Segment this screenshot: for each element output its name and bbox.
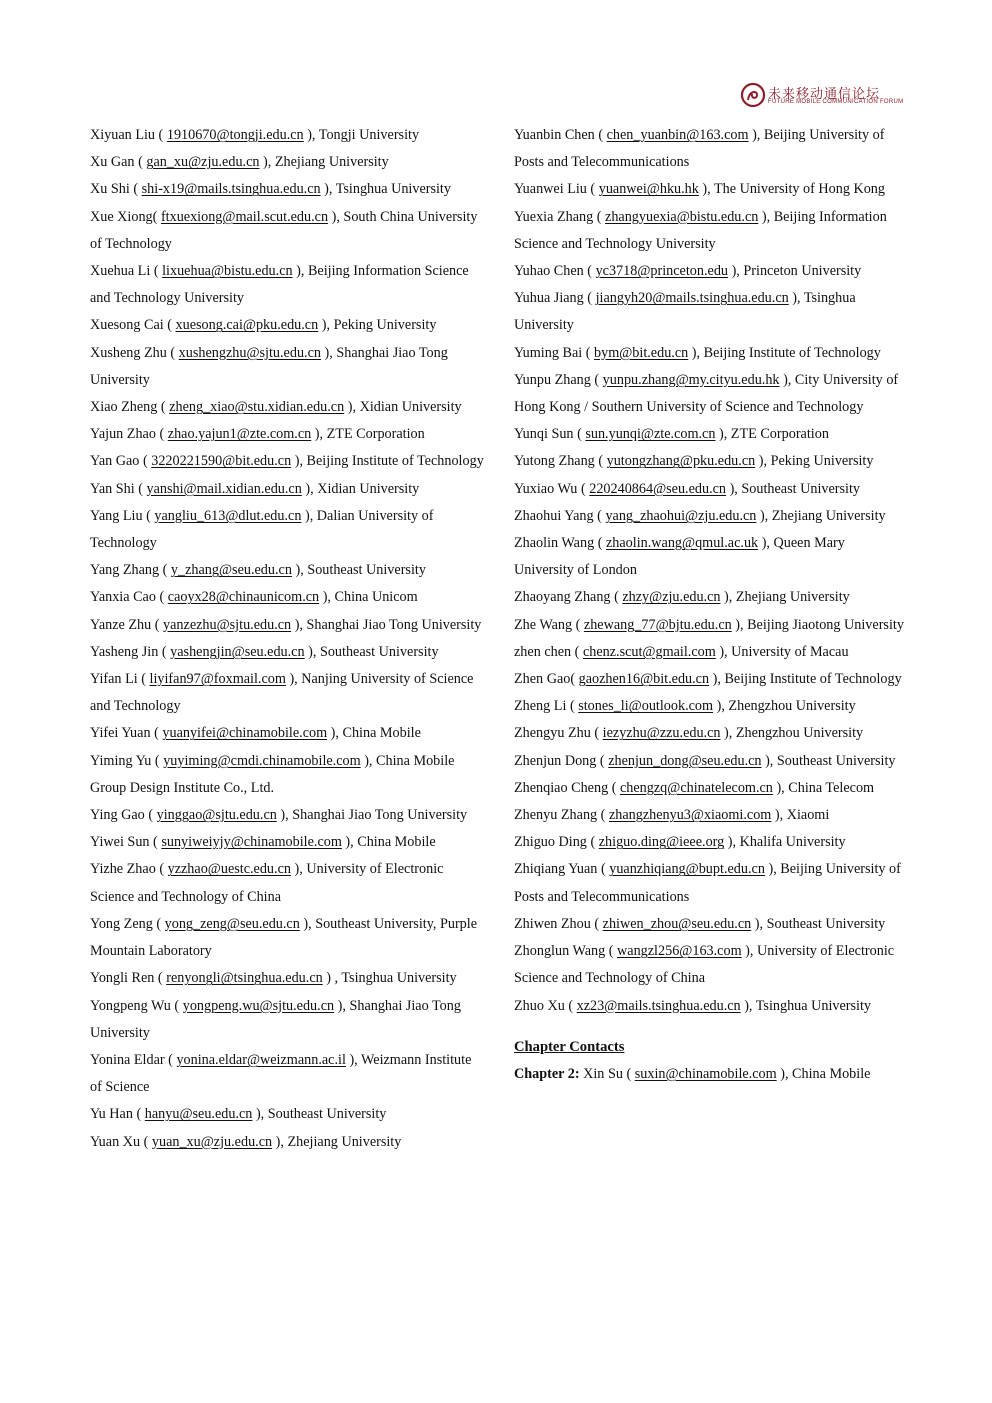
contact-email-link[interactable]: yong_zeng@seu.edu.cn — [164, 915, 300, 932]
contact-affiliation: ), Princeton University — [728, 263, 862, 280]
contact-entry — [514, 448, 906, 475]
contact-name: Yuming Bai ( — [514, 344, 594, 361]
contact-affiliation: ), Xiaomi — [771, 807, 830, 824]
contact-email-link[interactable]: yanshi@mail.xidian.edu.cn — [146, 480, 302, 497]
contact-affiliation: ), Shanghai Jiao Tong University — [291, 616, 482, 633]
contact-entry — [90, 911, 486, 965]
contact-name: Yiming Yu ( — [90, 752, 164, 769]
contact-entry — [90, 204, 486, 258]
contact-name: Yunpu Zhang ( — [514, 371, 603, 388]
contact-email-link[interactable]: yutongzhang@pku.edu.cn — [606, 453, 756, 470]
contact-name: Zhenjun Dong ( — [514, 752, 609, 769]
contact-name: Yajun Zhao ( — [90, 426, 168, 443]
contact-affiliation: ), Southeast University — [726, 480, 860, 497]
contact-entry — [514, 720, 906, 747]
right-contact-column — [514, 122, 906, 1088]
contact-name: Yizhe Zhao ( — [90, 861, 168, 878]
contact-entry — [90, 612, 486, 639]
contact-name: Yuhao Chen ( — [514, 263, 596, 280]
contact-entry — [90, 856, 486, 910]
contact-entry — [514, 911, 906, 938]
contact-name: Zhe Wang ( — [514, 616, 584, 633]
contact-affiliation: ), University of Macau — [715, 643, 849, 660]
contact-email-link[interactable]: chengzq@chinatelecom.cn — [619, 779, 773, 796]
contact-entry — [90, 1101, 486, 1128]
contact-name: Xu Gan ( — [90, 154, 147, 171]
contact-entry — [90, 476, 486, 503]
contact-entry — [514, 340, 906, 367]
contact-email-link[interactable]: renyongli@tsinghua.edu.cn — [166, 970, 323, 987]
contact-affiliation: ), Shanghai Jiao Tong University — [276, 807, 468, 824]
contact-affiliation: ), Beijing University of Posts and Telecommunications — [514, 127, 885, 171]
contact-entry — [514, 122, 906, 176]
contact-name: Zhaoyang Zhang ( — [514, 589, 623, 606]
contact-entry — [514, 258, 906, 285]
contact-affiliation: ), City University of Hong Kong / Southern University of Science and Technology — [514, 371, 899, 416]
contact-email-link[interactable]: zhiguo.ding@ieee.org — [598, 834, 725, 851]
contact-entry — [514, 584, 906, 611]
contact-affiliation: ), Southeast University — [252, 1106, 387, 1123]
contact-affiliation: ), Beijing Jiaotong University — [731, 616, 904, 633]
contact-email-link[interactable]: zhewang_77@bjtu.edu.cn — [583, 616, 732, 633]
contact-affiliation: ), Southeast University — [291, 562, 426, 579]
contact-entry — [90, 965, 486, 992]
contact-email-link[interactable]: yuan_xu@zju.edu.cn — [151, 1133, 273, 1150]
contact-email-link[interactable]: yuanyifei@chinamobile.com — [162, 725, 328, 742]
contact-entry — [90, 802, 486, 829]
contact-name: Yongli Ren ( — [90, 970, 167, 987]
contact-email-link[interactable]: y_zhang@seu.edu.cn — [170, 562, 292, 579]
contact-entry — [90, 1129, 486, 1156]
contact-name: Xu Shi ( — [90, 181, 142, 198]
contact-name: Yutong Zhang ( — [514, 453, 607, 470]
contact-email-link[interactable]: gaozhen16@bit.edu.cn — [578, 671, 710, 688]
contact-affiliation: ), Beijing Information Science and Technology University — [90, 263, 469, 307]
contact-email-link[interactable]: zhiwen_zhou@seu.edu.cn — [602, 915, 752, 932]
contact-entry — [514, 829, 906, 856]
contact-email-link[interactable]: sunyiweiyjy@chinamobile.com — [161, 834, 342, 851]
contact-email-link[interactable]: lixuehua@bistu.edu.cn — [162, 263, 293, 280]
contact-affiliation: ), Shanghai Jiao Tong University — [90, 344, 448, 388]
contact-name: Yasheng Jin ( — [90, 643, 171, 660]
contact-affiliation: ), Xidian University — [344, 399, 462, 416]
contact-name: Xue Xiong( — [90, 208, 161, 225]
contact-affiliation: ), Tsinghua University — [514, 290, 856, 334]
contact-affiliation: ), Zhejiang University — [272, 1133, 402, 1150]
contact-name: Xuehua Li ( — [90, 263, 163, 280]
contact-entry — [514, 639, 906, 666]
contact-affiliation: ), Beijing Institute of Technology — [688, 344, 881, 361]
contact-name: Yiwei Sun ( — [90, 834, 162, 851]
contact-entry — [90, 340, 486, 394]
contact-affiliation: ), Beijing Institute of Technology — [709, 671, 902, 688]
contact-email-link[interactable]: zheng_xiao@stu.xidian.edu.cn — [169, 399, 345, 416]
contact-affiliation: ), Weizmann Institute of Science — [90, 1051, 472, 1096]
contact-email-link[interactable]: yang_zhaohui@zju.edu.cn — [605, 507, 757, 524]
contact-name: Yongpeng Wu ( — [90, 997, 183, 1014]
contact-name: Xusheng Zhu ( — [90, 344, 179, 361]
contact-email-link[interactable]: ftxuexiong@mail.scut.edu.cn — [160, 208, 329, 225]
contact-affiliation: ), Tongji University — [303, 127, 420, 143]
contact-entry — [90, 639, 486, 666]
contact-entry — [90, 149, 486, 176]
contact-email-link[interactable]: 1910670@tongji.edu.cn — [166, 127, 304, 143]
contact-email-link[interactable]: yangliu_613@dlut.edu.cn — [154, 507, 302, 524]
contact-name: Yifei Yuan ( — [90, 725, 163, 742]
contact-entry — [514, 993, 906, 1020]
contact-name: Zhuo Xu ( — [514, 997, 577, 1014]
contact-email-link[interactable]: caoyx28@chinaunicom.cn — [167, 589, 320, 606]
contact-affiliation: ), China Mobile — [327, 725, 421, 742]
contact-entry — [90, 748, 486, 802]
contact-entry — [90, 1047, 486, 1101]
contact-name: Yonina Eldar ( — [90, 1051, 177, 1068]
contact-email-link[interactable]: yuanwei@hku.hk — [598, 181, 699, 198]
contact-affiliation: ), China Unicom — [319, 589, 418, 606]
contact-affiliation: ), Southeast University — [761, 752, 896, 769]
contact-affiliation: ), Khalifa University — [724, 834, 846, 851]
contact-entry — [514, 775, 906, 802]
contact-affiliation: ), Beijing Institute of Technology — [291, 453, 484, 470]
contact-affiliation: ), Tsinghua University — [740, 997, 872, 1014]
contact-affiliation: ), Zhengzhou University — [713, 698, 856, 715]
contact-entry — [90, 503, 486, 557]
contact-affiliation: ), Zhejiang University — [720, 589, 850, 606]
contact-email-link[interactable]: chenz.scut@gmail.com — [582, 643, 716, 660]
contact-entry — [514, 530, 906, 584]
chapter-label: Chapter 2: — [514, 1065, 580, 1082]
contact-name: Zhiwen Zhou ( — [514, 915, 603, 932]
contact-email-link[interactable]: hanyu@seu.edu.cn — [144, 1106, 253, 1123]
contact-entry — [90, 557, 486, 584]
chapter-contacts-heading: Chapter Contacts — [514, 1038, 625, 1055]
contact-name: Zhiguo Ding ( — [514, 834, 599, 851]
contact-name: Zhonglun Wang ( — [514, 943, 618, 960]
contact-email-link[interactable]: zhao.yajun1@zte.com.cn — [167, 426, 312, 443]
contact-affiliation: ), Southeast University — [304, 643, 439, 660]
contact-affiliation: ), Queen Mary University of London — [514, 535, 845, 579]
contact-email-link[interactable]: yongpeng.wu@sjtu.edu.cn — [182, 997, 335, 1014]
contact-entry — [514, 503, 906, 530]
contact-email-link[interactable]: stones_li@outlook.com — [578, 698, 714, 715]
contact-entry — [90, 448, 486, 475]
contact-name: Yuanbin Chen ( — [514, 127, 607, 143]
contact-entry — [514, 938, 906, 992]
contact-email-link[interactable]: zhenjun_dong@seu.edu.cn — [608, 752, 762, 769]
contact-email-link[interactable]: yc3718@princeton.edu — [595, 263, 729, 280]
contact-email-link[interactable]: yinggao@sjtu.edu.cn — [156, 807, 277, 824]
contact-entry — [514, 693, 906, 720]
contact-name: Yang Zhang ( — [90, 562, 171, 579]
contact-email-link[interactable]: gan_xu@zju.edu.cn — [146, 154, 260, 171]
contact-entry — [514, 476, 906, 503]
contact-email-link[interactable]: bym@bit.edu.cn — [594, 344, 689, 361]
contact-name: Yuxiao Wu ( — [514, 480, 590, 497]
contact-entry — [514, 748, 906, 775]
contact-name: Xiyuan Liu ( — [90, 127, 167, 143]
contact-affiliation: ), University of Electronic Science and Technology of China — [514, 943, 895, 987]
contact-affiliation: ), Beijing Information Science and Technology University — [514, 208, 887, 252]
contact-name: Zhaohui Yang ( — [514, 507, 606, 524]
contact-name: Zheng Li ( — [514, 698, 579, 715]
contact-name: Yanze Zhu ( — [90, 616, 164, 633]
contact-affiliation: ), China Telecom — [772, 779, 875, 796]
contact-name: Yuan Xu ( — [90, 1133, 152, 1150]
contact-email-link[interactable]: yonina.eldar@weizmann.ac.il — [176, 1051, 346, 1068]
contact-entry — [90, 829, 486, 856]
contact-entry — [514, 856, 906, 910]
logo-english-text: FUTURE MOBILE COMMUNICATION FORUM — [768, 99, 904, 105]
contact-entry — [90, 993, 486, 1047]
contact-entry — [90, 258, 486, 312]
contact-email-link[interactable]: yanzezhu@sjtu.edu.cn — [163, 616, 292, 633]
contact-email-link[interactable]: yashengjin@seu.edu.cn — [170, 643, 305, 660]
contact-affiliation: ), ZTE Corporation — [715, 426, 829, 443]
contact-name: Xin Su ( — [579, 1065, 635, 1082]
contact-name: Yan Shi ( — [90, 480, 147, 497]
contact-affiliation: ), Dalian University of Technology — [90, 507, 434, 552]
contact-entry — [90, 176, 486, 203]
contact-email-link[interactable]: zhzy@zju.edu.cn — [622, 589, 721, 606]
left-contact-column — [90, 122, 486, 1156]
contact-name: Yunqi Sun ( — [514, 426, 586, 443]
contact-email-link[interactable]: xz23@mails.tsinghua.edu.cn — [576, 997, 741, 1014]
contact-entry — [514, 204, 906, 258]
contact-entry — [514, 612, 906, 639]
contact-name: Zhaolin Wang ( — [514, 535, 606, 552]
contact-entry — [514, 666, 906, 693]
contact-email-link[interactable]: zhangzhenyu3@xiaomi.com — [608, 807, 772, 824]
contact-email-link[interactable]: 3220221590@bit.edu.cn — [151, 453, 292, 470]
contact-affiliation: ), China Mobile — [776, 1065, 871, 1082]
contact-affiliation: ), China Mobile — [341, 834, 436, 851]
contact-affiliation: ), Zhejiang University — [259, 154, 389, 171]
logo-chinese-text: 未来移动通信论坛 — [768, 86, 881, 101]
contact-affiliation: ), Shanghai Jiao Tong University — [90, 997, 461, 1041]
contact-entry — [514, 367, 906, 421]
contact-name: Yanxia Cao ( — [90, 589, 168, 606]
contact-affiliation: ), Southeast University — [751, 915, 886, 932]
contact-name: zhen chen ( — [514, 643, 583, 660]
forum-logo-icon — [740, 82, 766, 108]
chapter-contact-entry — [514, 1061, 906, 1088]
contact-entry — [90, 666, 486, 720]
contact-email-link[interactable]: chen_yuanbin@163.com — [606, 127, 749, 143]
contact-affiliation: ), Beijing University of Posts and Telecommunications — [514, 861, 901, 905]
contact-affiliation: ) , Tsinghua University — [322, 970, 457, 987]
contact-entry — [90, 584, 486, 611]
contact-affiliation: ), Xidian University — [301, 480, 420, 497]
contact-entry — [514, 285, 906, 339]
contact-name: Ying Gao ( — [90, 807, 157, 824]
contact-entry — [90, 720, 486, 747]
contact-name: Zhen Gao( — [514, 671, 579, 688]
contact-email-link[interactable]: jiangyh20@mails.tsinghua.edu.cn — [595, 290, 789, 307]
contact-email-link[interactable]: xuesong.cai@pku.edu.cn — [175, 317, 319, 334]
contact-entry — [514, 802, 906, 829]
contact-entry — [514, 421, 906, 448]
contact-affiliation: ), ZTE Corporation — [311, 426, 425, 443]
contact-email-link[interactable]: shi-x19@mails.tsinghua.edu.cn — [141, 181, 321, 198]
contact-name: Yuhua Jiang ( — [514, 290, 596, 307]
contact-name: Xiao Zheng ( — [90, 399, 170, 416]
contact-email-link[interactable]: iezyzhu@zzu.edu.cn — [602, 725, 721, 742]
contact-email-link[interactable]: xushengzhu@sjtu.edu.cn — [178, 344, 321, 361]
contact-affiliation: ), Peking University — [755, 453, 874, 470]
contact-name: Yu Han ( — [90, 1106, 145, 1123]
contact-affiliation: ), South China University of Technology — [90, 208, 478, 252]
contact-email-link[interactable]: 220240864@seu.edu.cn — [589, 480, 727, 497]
contact-entry — [90, 122, 486, 149]
contact-affiliation: ), Zhengzhou University — [720, 725, 864, 742]
contact-email-link[interactable]: zhangyuexia@bistu.edu.cn — [605, 208, 759, 225]
contact-email-link[interactable]: wangzl256@163.com — [617, 943, 742, 960]
contact-affiliation: ), The University of Hong Kong — [698, 181, 885, 198]
contact-email-link[interactable]: zhaolin.wang@qmul.ac.uk — [605, 535, 759, 552]
contact-name: Yang Liu ( — [90, 507, 155, 524]
contact-name: Zhenyu Zhang ( — [514, 807, 609, 824]
contact-email-link[interactable]: suxin@chinamobile.com — [634, 1065, 777, 1082]
contact-email-link[interactable]: yuyiming@cmdi.chinamobile.com — [163, 752, 361, 769]
contact-entry — [514, 176, 906, 203]
contact-affiliation: ), Zhejiang University — [756, 507, 886, 524]
contact-name: Yuanwei Liu ( — [514, 181, 599, 198]
contact-name: Yuexia Zhang ( — [514, 208, 606, 225]
forum-logo — [740, 82, 904, 110]
contact-affiliation: ), University of Electronic Science and Technology of China — [90, 861, 444, 905]
contact-name: Yan Gao ( — [90, 453, 152, 470]
contact-affiliation: ), Nanjing University of Science and Technology — [90, 671, 474, 715]
contact-email-link[interactable]: sun.yunqi@zte.com.cn — [585, 426, 716, 443]
contact-name: Yong Zeng ( — [90, 915, 165, 932]
contact-affiliation: ), China Mobile Group Design Institute Co., Ltd. — [90, 752, 455, 796]
contact-name: Zhenqiao Cheng ( — [514, 779, 620, 796]
contact-email-link[interactable]: liyifan97@foxmail.com — [149, 671, 286, 688]
contact-name: Xuesong Cai ( — [90, 317, 176, 334]
right-contact-list — [514, 122, 906, 1020]
contact-entry — [90, 312, 486, 339]
contact-name: Zhiqiang Yuan ( — [514, 861, 610, 878]
contact-affiliation: ), Tsinghua University — [320, 181, 451, 198]
contact-email-link[interactable]: yzzhao@uestc.edu.cn — [167, 861, 291, 878]
contact-email-link[interactable]: yuanzhiqiang@bupt.edu.cn — [609, 861, 765, 878]
contact-name: Zhengyu Zhu ( — [514, 725, 603, 742]
contact-name: Yifan Li ( — [90, 671, 150, 688]
contact-entry — [90, 421, 486, 448]
contact-entry — [90, 394, 486, 421]
contact-email-link[interactable]: yunpu.zhang@my.cityu.edu.hk — [602, 371, 780, 388]
contact-affiliation: ), Southeast University, Purple Mountain Laboratory — [90, 915, 478, 960]
contact-affiliation: ), Peking University — [318, 317, 437, 334]
